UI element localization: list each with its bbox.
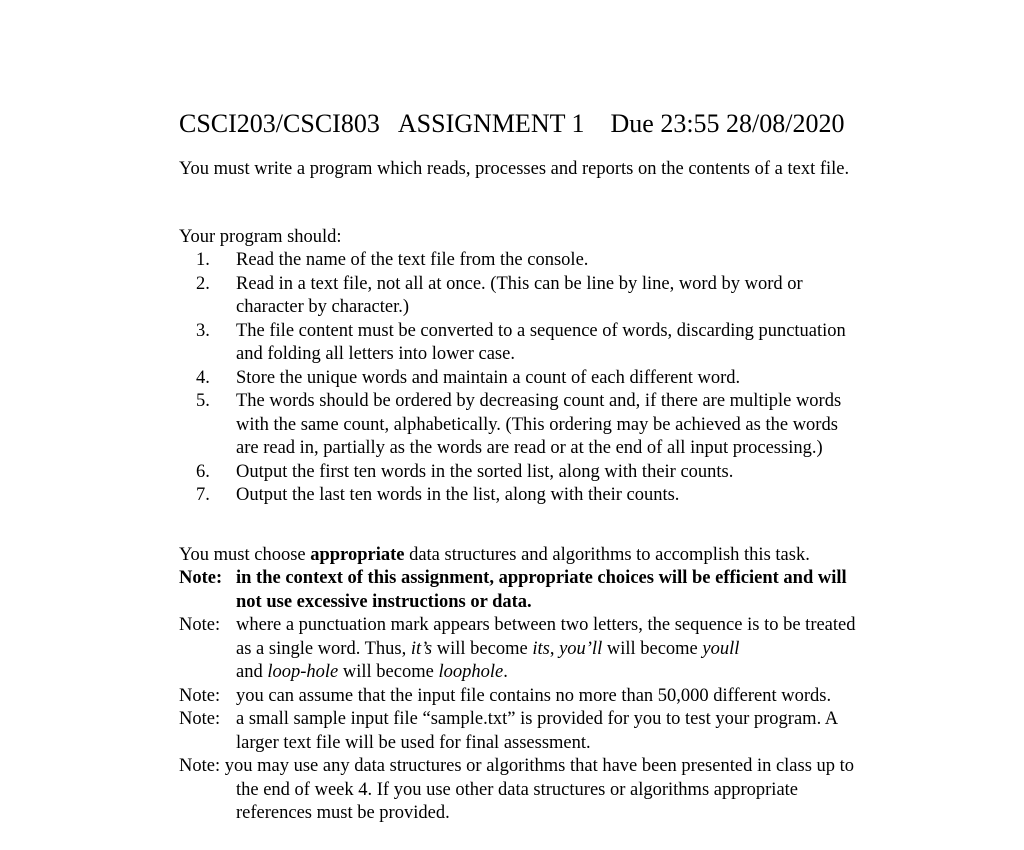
list-number: 1. (196, 250, 210, 270)
example-word: loop-hole (267, 662, 339, 682)
page-title (179, 107, 845, 141)
intro-paragraph: You must write a program which reads, processes and reports on the contents of a text file. (179, 159, 850, 179)
note-text: a small sample input file “sample.txt” is provided for you to test your program. A larger text file will be used for final assessment. (236, 709, 838, 753)
note-text (236, 614, 859, 685)
note-fragment: where a punctuation mark appears between two letters, the sequence is to be treated as a single word. Thus, (236, 615, 856, 659)
note-label: Note: (179, 615, 221, 635)
list-number: 7. (196, 485, 210, 505)
note-label: Note: (179, 709, 221, 729)
list-text: The file content must be converted to a sequence of words, discarding punctuation and folding all letters into lower case. (236, 320, 846, 364)
example-word: it’s (410, 638, 433, 659)
note-fragment: will become (432, 638, 533, 659)
note-fragment: will become (338, 662, 439, 682)
assignment-name: ASSIGNMENT 1 (397, 109, 585, 138)
requirements-heading: Your program should: (179, 227, 342, 247)
choose-pre: You must choose (179, 545, 311, 565)
list-text: Read the name of the text file from the console. (236, 250, 589, 270)
example-word: its (532, 638, 550, 659)
requirements-list (196, 249, 846, 508)
list-item (196, 320, 846, 367)
note-fragment: and (236, 662, 268, 682)
list-item (196, 367, 846, 391)
note-text: you can assume that the input file contains no more than 50,000 different words. (236, 685, 832, 706)
note-text: in the context of this assignment, appropriate choices will be efficient and will not use excessive instructions or data. (236, 568, 847, 612)
choose-post: data structures and algorithms to accomplish this task. (404, 545, 810, 565)
note-efficiency (179, 567, 859, 614)
note-fragment: will become (602, 638, 703, 659)
note-data-structures: Note: you may use any data structures or algorithms that have been presented in class up to the end of week 4. If you use other data structures or algorithms appropriate references must be provided. (179, 756, 855, 823)
list-number: 4. (196, 367, 210, 388)
list-text: Output the last ten words in the list, along with their counts. (236, 485, 680, 505)
list-item (196, 461, 846, 485)
due-date: Due 23:55 28/08/2020 (610, 109, 845, 138)
note-fragment: , (549, 638, 560, 659)
list-item (196, 273, 846, 320)
list-item (196, 484, 846, 508)
notes-section (179, 567, 859, 826)
note-sample-file (179, 708, 859, 755)
list-text: The words should be ordered by decreasing count and, if there are multiple words with the same count, alphabetically. (This ordering may be achieved as the words are read in, partially as the words are read or at the end of all input processing.) (236, 391, 842, 458)
course-code: CSCI203/CSCI803 (179, 109, 380, 138)
list-number: 3. (196, 320, 210, 341)
list-number: 5. (196, 391, 210, 411)
note-label: Note: (179, 685, 221, 706)
example-word: loophole (438, 662, 504, 682)
list-text: Read in a text file, not all at once. (This can be line by line, word by word or character by character.) (236, 273, 803, 317)
list-item (196, 390, 846, 461)
list-number: 6. (196, 461, 210, 482)
list-number: 2. (196, 273, 210, 294)
example-word: youll (702, 638, 740, 659)
choose-bold: appropriate (310, 545, 405, 565)
note-fragment: . (503, 662, 508, 682)
choose-paragraph (179, 544, 879, 568)
note-word-limit (179, 685, 859, 709)
example-word: you’ll (559, 638, 603, 659)
note-label: Note: (179, 568, 223, 588)
list-text: Output the first ten words in the sorted list, along with their counts. (236, 461, 734, 482)
note-punctuation (179, 614, 859, 685)
list-item (196, 249, 846, 273)
list-text: Store the unique words and maintain a count of each different word. (236, 367, 741, 388)
